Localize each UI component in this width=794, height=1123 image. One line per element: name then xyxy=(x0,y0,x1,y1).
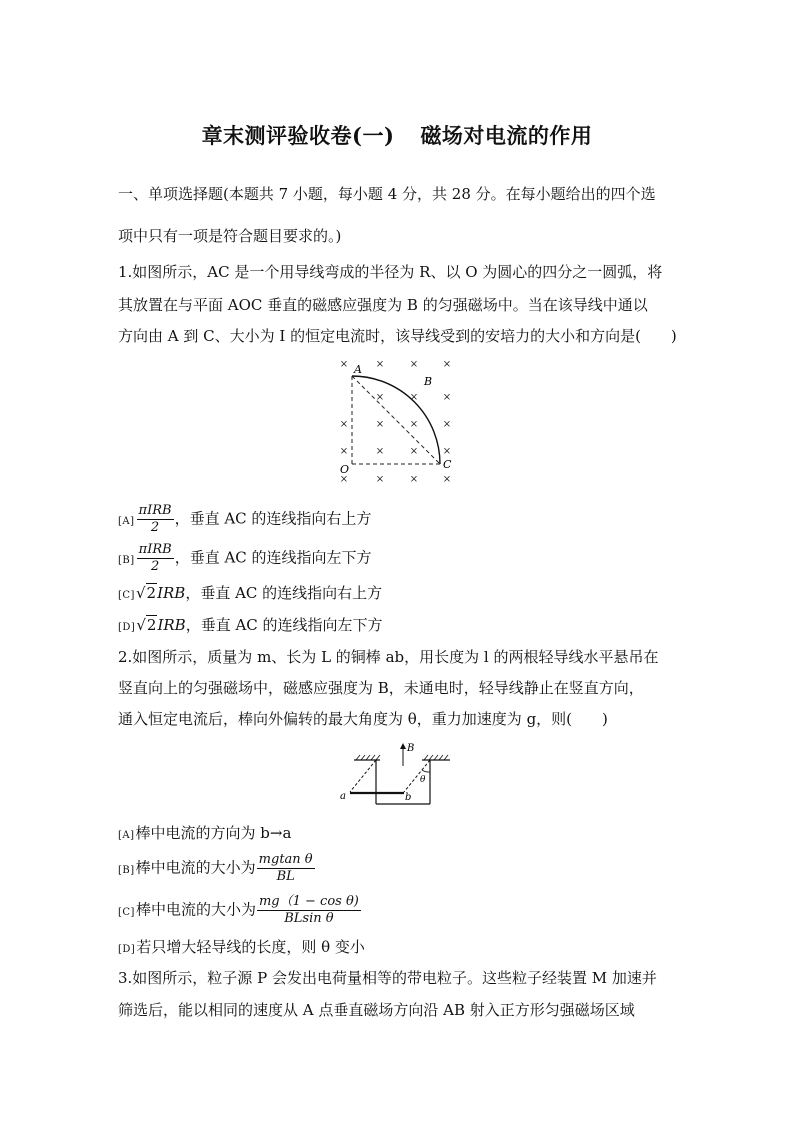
sqrt-expression: √2 xyxy=(136,616,157,634)
q3-stem-line-2: 筛选后，能以相同的速度从 A 点垂直磁场方向沿 AB 射入正方形匀强磁场区域 xyxy=(118,1001,635,1019)
q1-stem-line-1: 1.如图所示，AC 是一个用导线弯成的半径为 R、以 O 为圆心的四分之一圆弧，将 xyxy=(118,263,663,281)
svg-text:×: × xyxy=(409,419,419,430)
q2-stem-line-3: 通入恒定电流后，棒向外偏转的最大角度为 θ，重力加速度为 g，则( ) xyxy=(118,710,608,728)
end-a-label: a xyxy=(340,791,346,802)
q2-stem-line-2: 竖直向上的匀强磁场中，磁感应强度为 B，未通电时，轻导线静止在竖直方向， xyxy=(118,679,644,697)
svg-text:×: × xyxy=(409,392,419,403)
q1-option-c[interactable]: [C]√2IRB，垂直 AC 的连线指向右上方 xyxy=(118,584,383,602)
left-ceiling-hatch xyxy=(356,755,380,760)
svg-text:×: × xyxy=(442,392,452,403)
right-wire-deflected xyxy=(404,760,430,792)
page-title xyxy=(0,120,794,150)
q2-option-d[interactable]: [D]若只增大轻导线的长度，则 θ 变小 xyxy=(118,938,365,956)
field-B-label: B xyxy=(424,375,433,388)
svg-text:×: × xyxy=(339,419,349,430)
fraction: $\frac{\text{πIRB}}{2}$ xyxy=(138,542,172,574)
q2-option-a[interactable]: [A]棒中电流的方向为 b→a xyxy=(118,824,292,842)
fraction: $\frac{\text{mg（1 − cos θ)}}{\text{BLsin θ}}$ xyxy=(258,894,359,926)
svg-text:×: × xyxy=(442,446,452,457)
title-topic: 磁场对电流的作用 xyxy=(420,123,593,148)
q2-figure xyxy=(336,740,456,810)
svg-text:×: × xyxy=(339,446,349,457)
q1-option-a[interactable]: [A] $\frac{\text{πIRB}}{2}$ ，垂直 AC 的连线指向右上方 xyxy=(118,503,372,535)
q2-stem-line-1: 2.如图所示，质量为 m、长为 L 的铜棒 ab，用长度为 l 的两根轻导线水平悬吊在 xyxy=(118,648,659,666)
svg-text:×: × xyxy=(442,419,452,430)
q2-option-b[interactable]: [B]棒中电流的大小为 $\frac{\text{mgtan θ}}{BL}$ xyxy=(118,852,313,884)
svg-text:×: × xyxy=(375,419,385,430)
q2-option-c[interactable]: [C]棒中电流的大小为 $\frac{\text{mg（1 − cos θ)}}{\text{BLsin θ}}$ xyxy=(118,894,359,926)
svg-text:×: × xyxy=(375,474,385,484)
sqrt-expression: √2 xyxy=(135,584,157,602)
right-ceiling-hatch xyxy=(424,755,448,760)
fraction: $\frac{\text{πIRB}}{2}$ xyxy=(138,503,172,535)
arrow-head-icon xyxy=(400,743,406,749)
q1-figure xyxy=(334,356,462,484)
svg-text:×: × xyxy=(375,446,385,457)
q1-stem-line-2: 其放置在与平面 AOC 垂直的磁感应强度为 B 的匀强磁场中。当在该导线中通以 xyxy=(118,296,648,314)
magnetic-field-crosses xyxy=(340,359,451,484)
svg-text:×: × xyxy=(409,474,419,484)
svg-text:×: × xyxy=(409,446,419,457)
cross-mark: × xyxy=(339,359,349,370)
point-O-label: O xyxy=(340,463,350,476)
section-heading-line-1: 一、单项选择题(本题共 7 小题，每小题 4 分，共 28 分。在每小题给出的四个选 xyxy=(118,185,656,203)
svg-text:×: × xyxy=(442,359,452,370)
svg-text:×: × xyxy=(375,392,385,403)
svg-text:×: × xyxy=(339,474,349,484)
field-B-label: B xyxy=(407,743,415,754)
q1-option-b[interactable]: [B] $\frac{\text{πIRB}}{2}$ ，垂直 AC 的连线指向左下方 xyxy=(118,542,372,574)
q3-stem-line-1: 3.如图所示，粒子源 P 会发出电荷量相等的带电粒子。这些粒子经装置 M 加速并 xyxy=(118,969,657,987)
theta-label: θ xyxy=(420,775,426,785)
title-main: 章末测评验收卷(一) xyxy=(201,123,395,148)
point-A-label: A xyxy=(354,363,362,376)
q1-stem-line-3: 方向由 A 到 C、大小为 I 的恒定电流时，该导线受到的安培力的大小和方向是( ) xyxy=(118,327,677,345)
end-b-label: b xyxy=(405,792,412,803)
svg-text:×: × xyxy=(375,359,385,370)
angle-arc xyxy=(422,770,430,772)
svg-text:×: × xyxy=(442,474,452,484)
point-C-label: C xyxy=(443,458,452,471)
chord-AC-dashed xyxy=(352,376,440,464)
fraction: $\frac{\text{mgtan θ}}{BL}$ xyxy=(258,852,313,884)
section-heading-line-2: 项中只有一项是符合题目要求的。) xyxy=(118,227,342,245)
left-wire-deflected xyxy=(350,760,376,792)
q1-option-d[interactable]: [D]√2IRB，垂直 AC 的连线指向左下方 xyxy=(118,616,383,634)
svg-text:×: × xyxy=(409,359,419,370)
